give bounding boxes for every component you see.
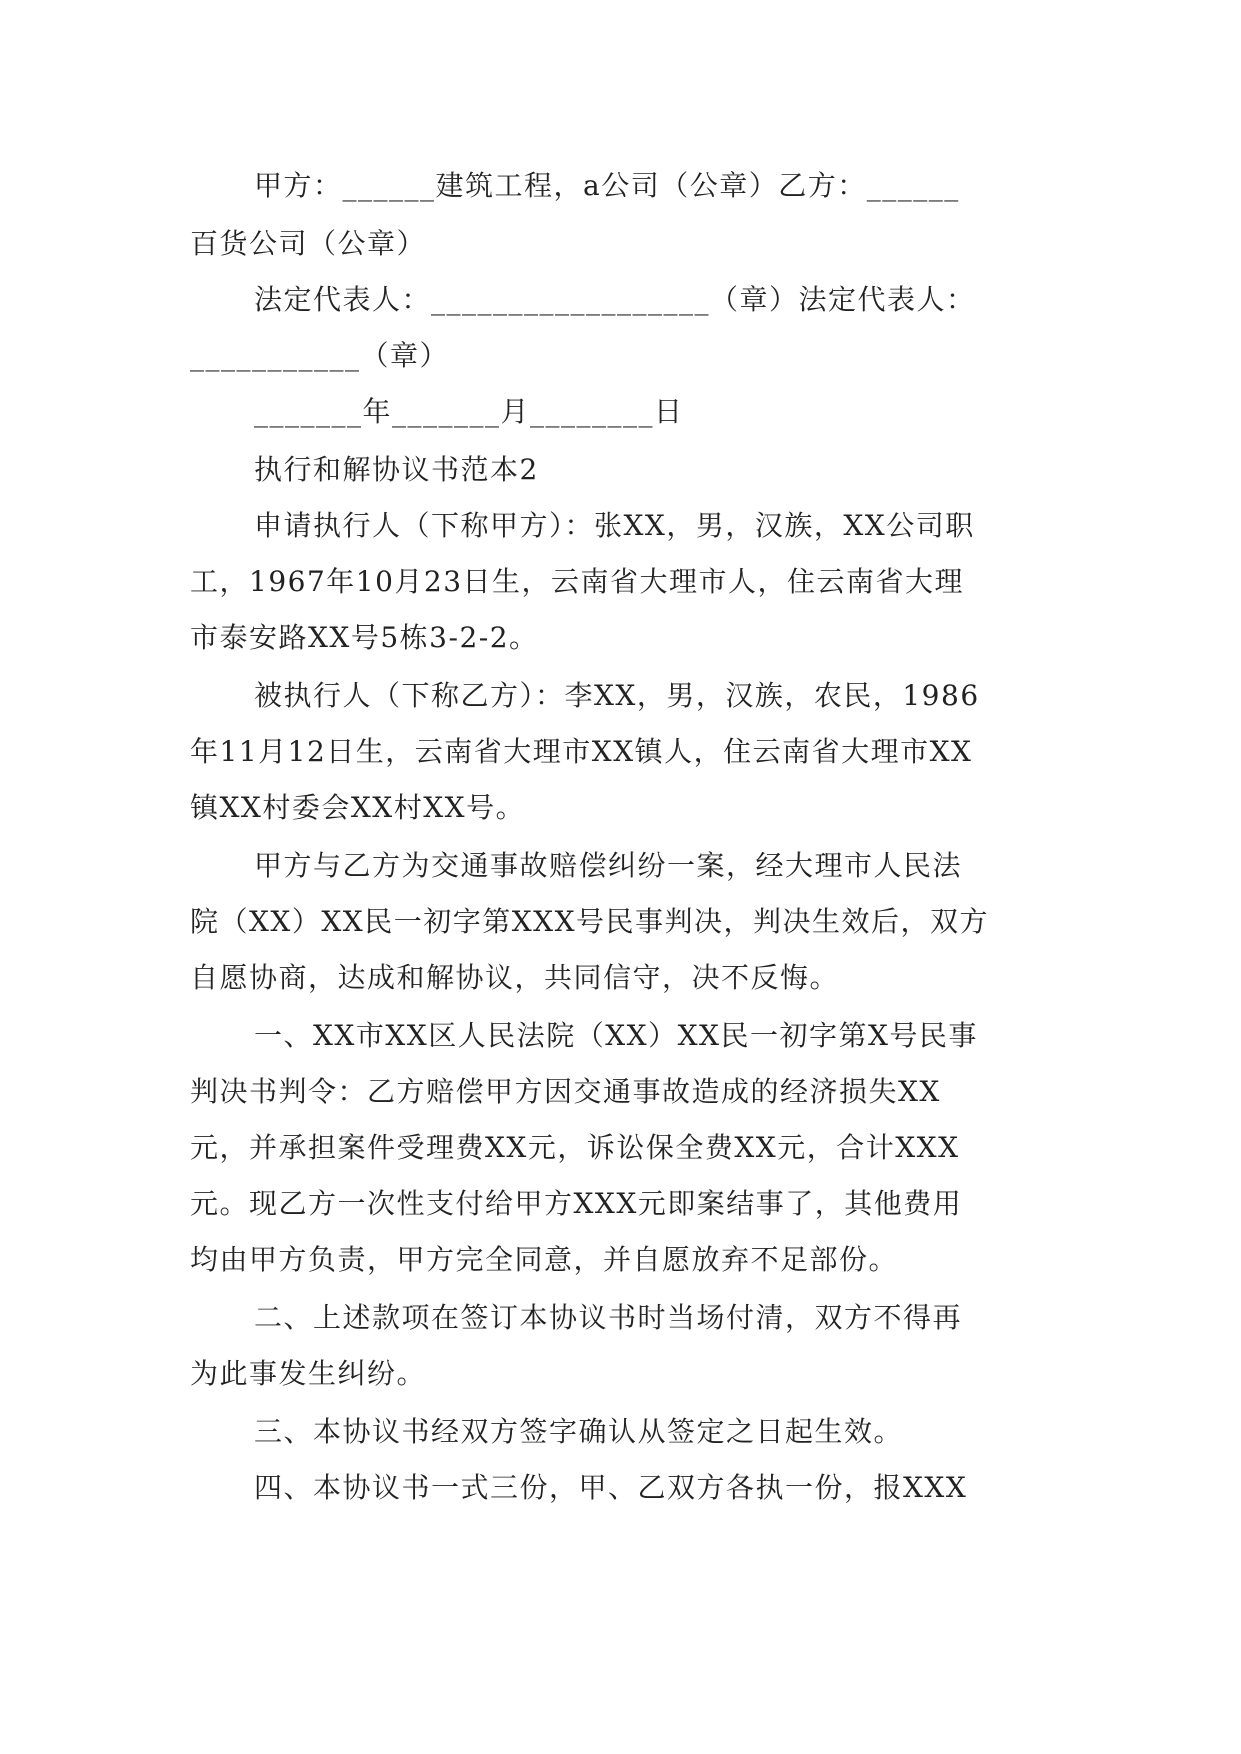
party-b-company-line: 百货公司（公章） — [190, 227, 427, 260]
clause-three-line: 三、本协议书经双方签字确认从签定之日起生效。 — [254, 1415, 904, 1448]
clause-one-line: 均由甲方负责，甲方完全同意，并自愿放弃不足部份。 — [190, 1243, 899, 1276]
intro-paragraph-line: 甲方与乙方为交通事故赔偿纠纷一案，经大理市人民法 — [254, 849, 963, 882]
applicant-paragraph-line: 工，1967年10月23日生，云南省大理市人，住云南省大理 — [190, 565, 965, 598]
respondent-paragraph-line: 年11月12日生，云南省大理市XX镇人，住云南省大理市XX — [190, 735, 973, 768]
legal-representative-line: 法定代表人：__________________（章）法定代表人： — [254, 283, 976, 316]
clause-one-line: 元。现乙方一次性支付给甲方XXX元即案结事了，其他费用 — [190, 1187, 963, 1220]
clause-one-line: 判决书判令：乙方赔偿甲方因交通事故造成的经济损失XX — [190, 1075, 941, 1108]
section-title: 执行和解协议书范本2 — [254, 453, 539, 486]
party-a-signature-line: 甲方：______建筑工程，a公司（公章）乙方：______ — [254, 169, 960, 202]
date-line: _______年_______月________日 — [254, 395, 684, 428]
intro-paragraph-line: 院（XX）XX民一初字第XXX号民事判决，判决生效后，双方 — [190, 905, 990, 938]
applicant-paragraph-line: 市泰安路XX号5栋3-2-2。 — [190, 621, 539, 654]
clause-one-line: 一、XX市XX区人民法院（XX）XX民一初字第X号民事 — [254, 1019, 978, 1052]
clause-four-line: 四、本协议书一式三份，甲、乙双方各执一份，报XXX — [254, 1471, 968, 1504]
applicant-paragraph-line: 申请执行人（下称甲方）：张XX，男，汉族，XX公司职 — [254, 509, 975, 542]
respondent-paragraph-line: 镇XX村委会XX村XX号。 — [190, 791, 526, 824]
intro-paragraph-line: 自愿协商，达成和解协议，共同信守，决不反悔。 — [190, 961, 840, 994]
clause-two-line: 为此事发生纠纷。 — [190, 1357, 427, 1390]
clause-one-line: 元，并承担案件受理费XX元，诉讼保全费XX元，合计XXX — [190, 1131, 960, 1164]
clause-two-line: 二、上述款项在签订本协议书时当场付清，双方不得再 — [254, 1301, 963, 1334]
respondent-paragraph-line: 被执行人（下称乙方）：李XX，男，汉族，农民，1986 — [254, 679, 980, 712]
legal-representative-seal-line: ___________（章） — [190, 339, 450, 372]
